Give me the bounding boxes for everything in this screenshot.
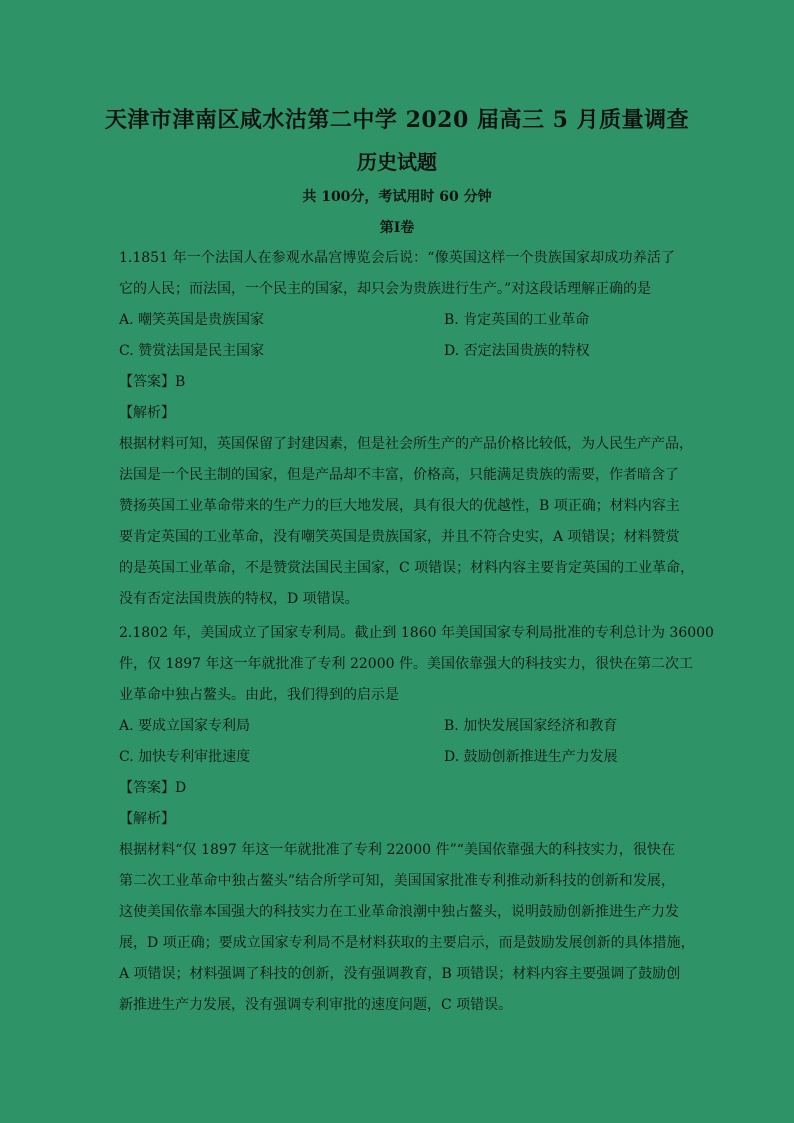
q1-option-d: D. 否定法国贵族的特权 — [444, 343, 590, 359]
q2-stem-line: 件，仅 1897 年这一年就批准了专利 22000 件。美国依靠强大的科技实力，很快在第二次工 — [119, 656, 693, 672]
q1-analysis-line: 要肯定英国的工业革命，没有嘲笑英国是贵族国家，并且不符合史实，A 项错误；材料赞赏 — [119, 529, 680, 545]
q2-analysis-line: A 项错误；材料强调了科技的创新，没有强调教育，B 项错误；材料内容主要强调了鼓励创 — [119, 966, 681, 982]
q1-stem-line: 它的人民；而法国，一个民主的国家，却只会为贵族进行生产。”对这段话理解正确的是 — [119, 281, 652, 297]
q2-analysis-line: 第二次工业革命中独占鳌头”结合所学可知，美国国家批准专利推动新科技的创新和发展， — [119, 873, 675, 889]
q2-answer: 【答案】D — [119, 780, 187, 796]
q2-analysis-line: 新推进生产力发展，没有强调专利审批的速度问题，C 项错误。 — [119, 997, 513, 1013]
exam-title: 天津市津南区咸水沽第二中学 2020 届高三 5 月质量调查 — [104, 107, 690, 133]
q2-analysis-label: 【解析】 — [119, 811, 175, 827]
volume-label: 第I卷 — [379, 220, 415, 236]
q2-option-d: D. 鼓励创新推进生产力发展 — [444, 749, 618, 765]
q2-option-b: B. 加快发展国家经济和教育 — [444, 718, 618, 734]
score-info: 共 100分，考试用时 60 分钟 — [302, 189, 492, 205]
q1-stem-line: 1.1851 年一个法国人在参观水晶宫博览会后说：“像英国这样一个贵族国家却成功养活了 — [119, 250, 675, 266]
q2-analysis-line: 展，D 项正确；要成立国家专利局不是材料获取的主要启示，而是鼓励发展创新的具体措施， — [119, 935, 695, 951]
q1-analysis-line: 的是英国工业革命，不是赞赏法国民主国家，C 项错误；材料内容主要肯定英国的工业革命， — [119, 560, 695, 576]
q1-answer: 【答案】B — [119, 374, 186, 390]
q1-option-b: B. 肯定英国的工业革命 — [444, 312, 590, 328]
q1-analysis-line: 法国是一个民主制的国家，但是产品却不丰富，价格高，只能满足贵族的需要，作者暗含了 — [119, 467, 679, 483]
q1-analysis-line: 根据材料可知，英国保留了封建因素，但是社会所生产的产品价格比较低，为人民生产产品， — [119, 436, 693, 452]
q2-stem-line: 2.1802 年，美国成立了国家专利局。截止到 1860 年美国国家专利局批准的专利总计为 36000 — [119, 625, 714, 641]
q1-option-c: C. 赞赏法国是民主国家 — [119, 343, 265, 359]
q1-analysis-line: 赞扬英国工业革命带来的生产力的巨大地发展，具有很大的优越性，B 项正确；材料内容主 — [119, 498, 680, 514]
q1-analysis-label: 【解析】 — [119, 405, 175, 421]
q1-analysis-line: 没有否定法国贵族的特权，D 项错误。 — [119, 591, 359, 607]
q2-stem-line: 业革命中独占鳌头。由此，我们得到的启示是 — [119, 687, 399, 703]
q2-analysis-line: 根据材料“仅 1897 年这一年就批准了专利 22000 件”“美国依靠强大的科技实力，很快在 — [119, 842, 675, 858]
q2-option-c: C. 加快专利审批速度 — [119, 749, 251, 765]
q2-option-a: A. 要成立国家专利局 — [119, 718, 251, 734]
subject-title: 历史试题 — [357, 150, 437, 174]
q1-option-a: A. 嘲笑英国是贵族国家 — [119, 312, 265, 328]
q2-analysis-line: 这使美国依靠本国强大的科技实力在工业革命浪潮中独占鳌头，说明鼓励创新推进生产力发 — [119, 904, 679, 920]
